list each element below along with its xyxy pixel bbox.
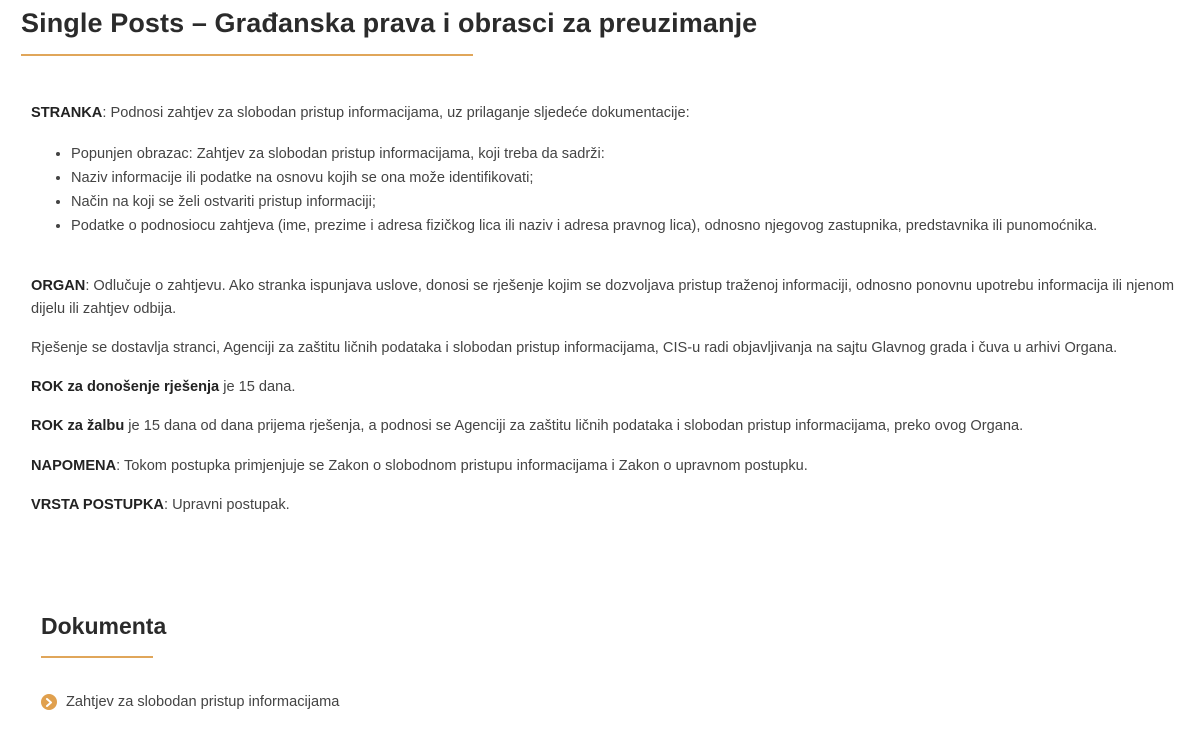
organ-text: : Odlučuje o zahtjevu. Ako stranka ispunjava uslove, donosi se rješenje kojim se dozvoljava pristup traženoj informaciji, odnosno ponovnu upotrebu informacija ili njenom dijelu ili zahtjev odbija.	[31, 278, 1174, 317]
title-underline	[21, 54, 473, 56]
documents-heading: Dokumenta	[41, 613, 167, 639]
document-link[interactable]	[41, 694, 339, 710]
stranka-text: : Podnosi zahtjev za slobodan pristup informacijama, uz prilaganje sljedeće dokumentacije:	[102, 105, 690, 121]
napomena-paragraph	[31, 455, 1181, 478]
requirements-list	[31, 142, 1181, 238]
stranka-paragraph	[31, 102, 1181, 125]
rok-decision-paragraph	[31, 376, 1181, 399]
list-item: • Podatke o podnosiocu zahtjeva (ime, prezime i adresa fizičkog lica ili naziv i adresa pravnog lica), odnosno njegovog zastupnika, predstavnika ili punomoćnika.	[71, 214, 1181, 238]
rok-decision-label: ROK za donošenje rješenja	[31, 379, 220, 395]
napomena-label: NAPOMENA	[31, 458, 117, 474]
article-content	[31, 102, 1181, 517]
napomena-text: : Tokom postupka primjenjuje se Zakon o slobodnom pristupu informacijama i Zakon o upravnom postupku.	[116, 458, 808, 474]
documents-underline	[41, 656, 153, 658]
rok-decision-text: je 15 dana.	[219, 379, 296, 395]
list-item: • Način na koji se želi ostvariti pristup informaciji;	[71, 190, 1181, 214]
organ-label: ORGAN	[31, 278, 86, 294]
organ-paragraph	[31, 275, 1181, 321]
rok-appeal-text: je 15 dana od dana prijema rješenja, a podnosi se Agenciji za zaštitu ličnih podataka i slobodan pristup informacijama, preko ovog Organa.	[124, 418, 1024, 434]
rok-appeal-label: ROK za žalbu	[31, 418, 125, 434]
vrsta-text: : Upravni postupak.	[163, 497, 290, 513]
rok-appeal-paragraph	[31, 415, 1181, 438]
stranka-label: STRANKA	[31, 105, 103, 121]
chevron-right-circle-icon	[41, 694, 57, 710]
delivery-paragraph: Rješenje se dostavlja stranci, Agenciji za zaštitu ličnih podataka i slobodan pristup informacijama, CIS-u radi objavljivanja na sajtu Glavnog grada i čuva u arhivi Organa.	[31, 340, 1118, 356]
list-item: • Popunjen obrazac: Zahtjev za slobodan pristup informacijama, koji treba da sadrži:	[71, 142, 1181, 166]
document-link-label: Zahtjev za slobodan pristup informacijama	[66, 694, 340, 710]
page-title: Single Posts – Građanska prava i obrasci za preuzimanje	[21, 8, 758, 38]
vrsta-label: VRSTA POSTUPKA	[31, 497, 164, 513]
vrsta-paragraph	[31, 494, 1181, 517]
list-item: • Naziv informacije ili podatke na osnovu kojih se ona može identifikovati;	[71, 166, 1181, 190]
